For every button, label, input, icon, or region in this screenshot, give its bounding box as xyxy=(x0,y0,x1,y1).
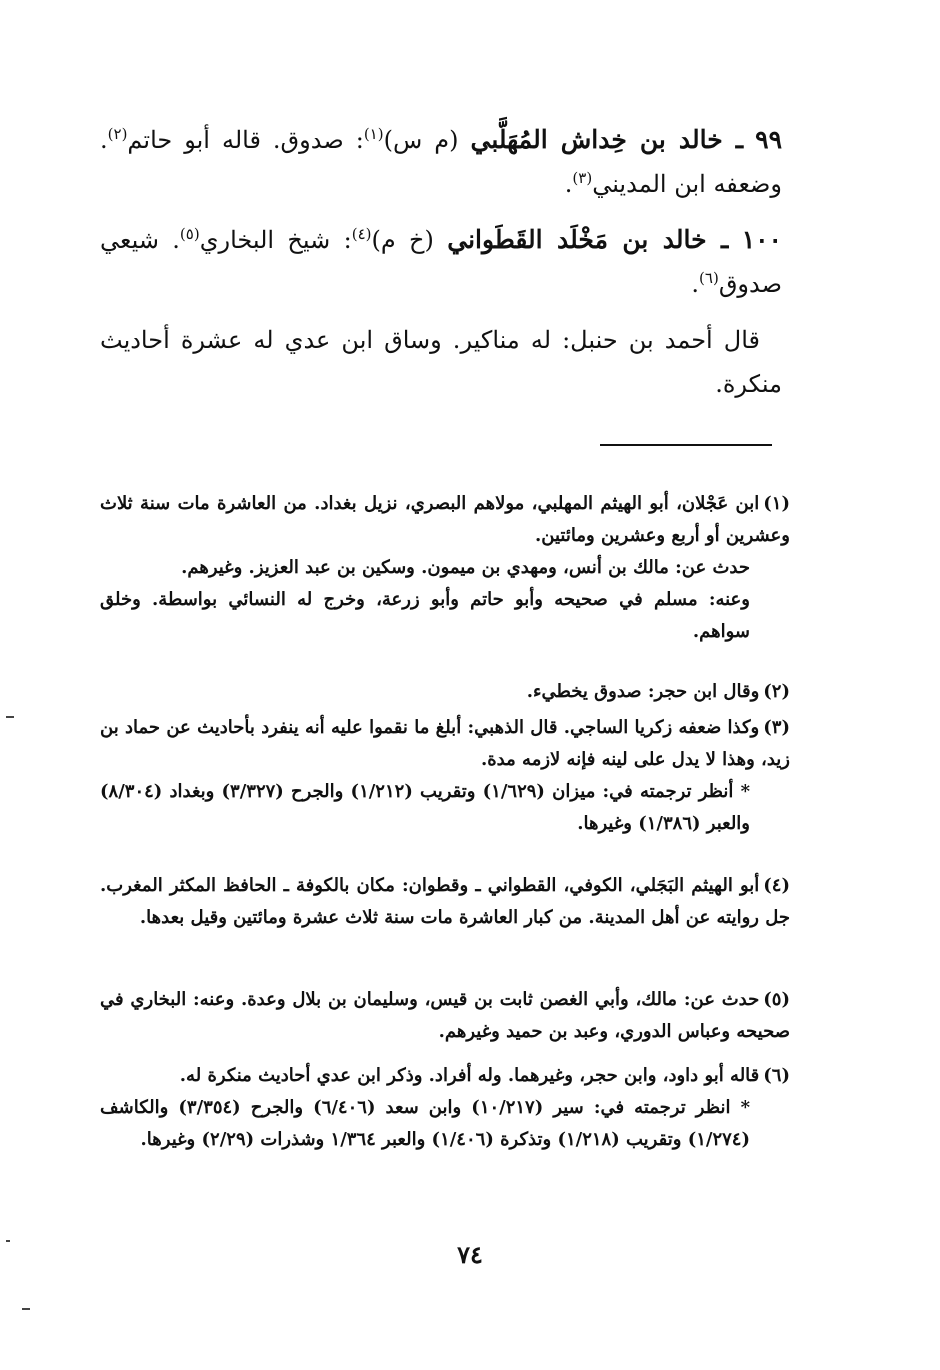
entry-99: ٩٩ ـ خالد بن خِداش المُهَلَّبي (م س)$^{(١)}$: صدوق. قاله أبو حاتم$^{(٢)}$. وضعفه ابن المديني$^{(٣)}$. xyxy=(100,125,782,198)
footnote-ref: (٤) xyxy=(351,225,372,243)
narrator-name: خالد بن خِداش المُهَلَّبي xyxy=(470,125,723,154)
footnote-text: وكذا ضعفه زكريا الساجي. قال الذهبي: أبلغ ما نقموا عليه أنه ينفرد بأحاديث عن حماد بن زيد، وهذا لا يدل على لينه فإنه لازمه مدة. xyxy=(100,717,790,770)
footnote-text: أبو الهيثم البَجَلي، الكوفي، القطواني ـ وقطوان: مكان بالكوفة ـ الحافظ المكثر المغرب. جل روايته عن أهل المدينة. من كبار العاشرة مات سنة ثلاث عشرة ومائتين وقيل بعدها. xyxy=(100,875,790,928)
footnote-ref: (١) xyxy=(363,125,384,143)
footnote-ref: (٦) xyxy=(699,269,719,287)
source-ref: (خ م) xyxy=(371,226,434,254)
footnote-separator xyxy=(600,444,772,446)
entry-text: . xyxy=(564,170,573,198)
scan-mark xyxy=(6,716,14,718)
entry-number: ٩٩ xyxy=(755,125,782,154)
footnote-ref: (٥) xyxy=(179,225,200,243)
footnote-ref: (٢) xyxy=(107,125,128,143)
footnote-number: (٥) xyxy=(763,989,790,1010)
footnote-3 xyxy=(100,712,790,840)
footnote-1 xyxy=(100,488,790,648)
narrator-name: خالد بن مَخْلَد القَطَواني xyxy=(447,225,707,254)
scan-mark xyxy=(6,1240,10,1242)
footnote-number: (١) xyxy=(763,493,790,514)
entry-text: . وضعفه ابن المديني xyxy=(100,126,782,198)
footnote-text: * أنظر ترجمته في: ميزان (١/٦٢٩) وتقريب (١/٢١٢) والجرح (٣/٣٢٧) وبغداد (٨/٣٠٤) والعبر (١/٣٨٦) وغيرها. xyxy=(100,781,751,834)
footnote-number: (٢) xyxy=(763,681,790,702)
entry-text: : صدوق. قاله أبو حاتم xyxy=(127,126,364,154)
footnote-6 xyxy=(100,1060,790,1156)
entry-text: . xyxy=(691,270,700,298)
footnote-text: حدث عن: مالك بن أنس، ومهدي بن ميمون. وسكين بن عبد العزيز. وغيرهم. xyxy=(181,557,750,578)
footnote-text: وعنه: مسلم في صحيحه وأبو حاتم وأبو زرعة، وخرج له النسائي بواسطة. وخلق سواهم. xyxy=(100,589,750,642)
footnote-number: (٣) xyxy=(763,717,790,738)
footnote-text: وقال ابن حجر: صدوق يخطيء. xyxy=(526,681,760,702)
footnote-5 xyxy=(100,984,790,1048)
entry-100: ١٠٠ ـ خالد بن مَخْلَد القَطَواني (خ م)$^{(٤)}$: شيخ البخاري$^{(٥)}$. شيعي صدوق$^{(٦)}$. xyxy=(100,225,782,298)
source-ref: (م س) xyxy=(383,126,459,154)
footnote-ref: (٣) xyxy=(572,169,593,187)
scan-mark xyxy=(22,1308,30,1310)
footnote-2 xyxy=(100,676,790,708)
page-number: ٧٤ xyxy=(457,1240,483,1269)
footnote-text: ابن عَجْلان، أبو الهيثم المهلبي، مولاهم البصري، نزيل بغداد. من العاشرة مات سنة ثلاث وعشرين أو أربع وعشرين ومائتين. xyxy=(100,493,790,546)
footnote-number: (٦) xyxy=(763,1065,790,1086)
note-paragraph: قال أحمد بن حنبل: له مناكير. وساق ابن عدي له عشرة أحاديث منكرة. xyxy=(100,326,782,398)
footnote-text: حدث عن: مالك، وأبي الغصن ثابت بن قيس، وسليمان بن بلال وعدة. وعنه: البخاري في صحيحه وعباس الدوري، وعبد بن حميد وغيرهم. xyxy=(100,989,790,1042)
footnote-text: قاله أبو داود، وابن حجر، وغيرهما. وله أفراد. وذكر ابن عدي أحاديث منكرة له. xyxy=(179,1065,760,1086)
footnote-4 xyxy=(100,870,790,934)
entry-number: ١٠٠ xyxy=(741,225,782,254)
entry-text: : شيخ البخاري xyxy=(199,226,352,254)
footnote-text: * انظر ترجمته في: سير (١٠/٢١٧) وابن سعد (٦/٤٠٦) والجرح (٣/٣٥٤) والكاشف (١/٢٧٤) وتقريب (١/٢١٨) وتذكرة (١/٤٠٦) والعبر ١/٣٦٤ وشذرات (٢/٢٩) وغيرها. xyxy=(100,1097,750,1150)
footnote-number: (٤) xyxy=(763,875,790,896)
entry-text: . شيعي صدوق xyxy=(100,226,782,298)
